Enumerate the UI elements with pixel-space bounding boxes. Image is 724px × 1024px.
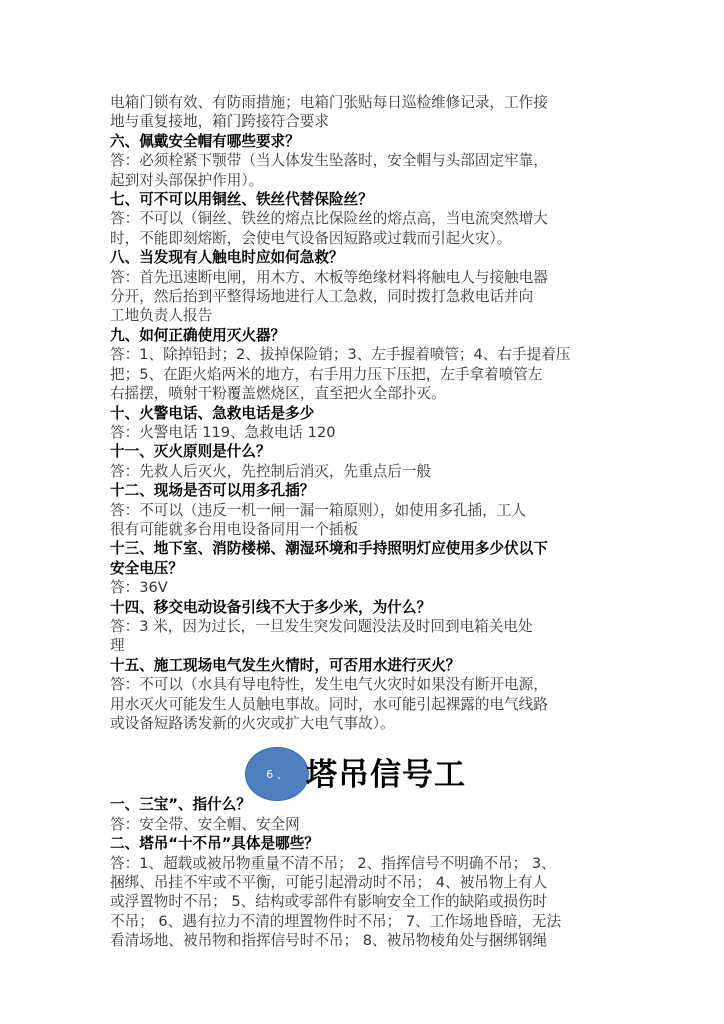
- answer-text: 答：必须栓紧下颚带（当人体发生坠落时，安全帽与头部固定牢靠，: [110, 152, 548, 170]
- question-heading: 九、如何正确使用灭火器？: [110, 326, 286, 344]
- answer-text: 答：3 米，因为过长，一旦发生突发问题没法及时回到电箱关电处: [110, 617, 533, 635]
- answer-text: 时，不能即刻熔断，会使电气设备因短路或过载而引起火灾）。: [110, 229, 512, 247]
- question-heading: 安全电压？: [110, 559, 183, 577]
- section-number-badge: [245, 747, 309, 801]
- answer-text: 捆绑、吊挂不牢或不平衡，可能引起滑动时不吊； 4、被吊物上有人: [110, 874, 548, 892]
- answer-text: 或浮置物时不吊； 5、结构或零部件有影响安全工作的缺陷或损伤时: [110, 893, 548, 911]
- answer-text: 电箱门锁有效、有防雨措施；电箱门张贴每日巡检维修记录，工作接: [110, 94, 548, 111]
- question-heading: 十、火警电话、急救电话是多少: [110, 404, 315, 422]
- answer-text: 答：36V: [110, 579, 168, 597]
- answer-text: 答：1、超载或被吊物重量不清不吊； 2、指挥信号不明确不吊； 3、: [110, 854, 556, 872]
- question-heading: 十五、施工现场电气发生火情时，可否用水进行灭火？: [110, 656, 461, 674]
- answer-text: 或设备短路诱发新的火灾或扩大电气事故）。: [110, 715, 395, 732]
- document-page: [110, 93, 620, 951]
- answer-text: 答：不可以（违反一机一闸一漏一箱原则），如使用多孔插，工人: [110, 501, 526, 519]
- question-heading: 十三、地下室、消防楼梯、潮湿环境和手持照明灯应使用多少伏以下: [110, 540, 548, 558]
- question-heading: 二、塔吊“十不吊”具体是哪些？: [110, 835, 319, 853]
- question-heading: 十一、灭火原则是什么？: [110, 443, 271, 461]
- section-header: [110, 747, 620, 825]
- answer-text: 看清场地、被吊物和指挥信号时不吊； 8、被吊物棱角处与捆绑钢绳: [110, 932, 548, 950]
- answer-text: 不吊； 6、遇有拉力不清的埋置物件时不吊； 7、工作场地昏暗，无法: [110, 912, 562, 930]
- question-heading: 一、三宝”、指什么？: [110, 796, 251, 814]
- answer-text: 很有可能就多台用电设备同用一个插板: [110, 520, 359, 538]
- answer-text: 答：先救人后灭火，先控制后消灭，先重点后一般: [110, 462, 432, 480]
- qa-block: [110, 93, 620, 733]
- answer-text: 地与重复接地，箱门跨接符合要求: [110, 113, 329, 131]
- answer-text: 答：1、除掉铅封；2、拔掉保险销；3、左手握着喷管；4、右手提着压: [110, 346, 571, 364]
- answer-text: 答：首先迅速断电闸，用木方、木板等绝缘材料将触电人与接触电器: [110, 268, 548, 286]
- answer-text: 答：不可以（铜丝、铁丝的熔点比保险丝的熔点高，当电流突然增大: [110, 210, 548, 228]
- answer-text: 把；5、在距火焰两米的地方，右手用力压下压把，左手拿着喷管左: [110, 365, 543, 383]
- answer-text: 起到对头部保护作用）。: [110, 171, 264, 189]
- answer-text: 工地负责人报告: [110, 307, 213, 325]
- answer-text: 答：火警电话 119、急救电话 120: [110, 423, 336, 441]
- answer-text: 答：不可以（水具有导电特性，发生电气火灾时如果没有断开电源，: [110, 676, 548, 694]
- section-number: 6 、: [266, 768, 288, 782]
- question-heading: 六、佩戴安全帽有哪些要求？: [110, 132, 300, 150]
- section-title: 塔吊信号工: [306, 757, 466, 794]
- answer-text: 答：安全带、安全帽、安全网: [110, 815, 300, 833]
- question-heading: 十四、移交电动设备引线不大于多少米，为什么？: [110, 598, 432, 616]
- answer-text: 用水灭火可能发生人员触电事故。同时，水可能引起裸露的电气线路: [110, 695, 548, 713]
- answer-text: 右摇摆，喷射干粉覆盖燃烧区，直至把火全部扑灭。: [110, 385, 446, 403]
- answer-text: 理: [110, 637, 125, 655]
- question-heading: 七、可不可以用铜丝、铁丝代替保险丝？: [110, 191, 373, 209]
- answer-text: 分开，然后抬到平整得场地进行人工急救，同时拨打急救电话并向: [110, 288, 534, 306]
- question-heading: 八、当发现有人触电时应如何急救？: [110, 249, 344, 267]
- question-heading: 十二、现场是否可以用多孔插？: [110, 482, 315, 500]
